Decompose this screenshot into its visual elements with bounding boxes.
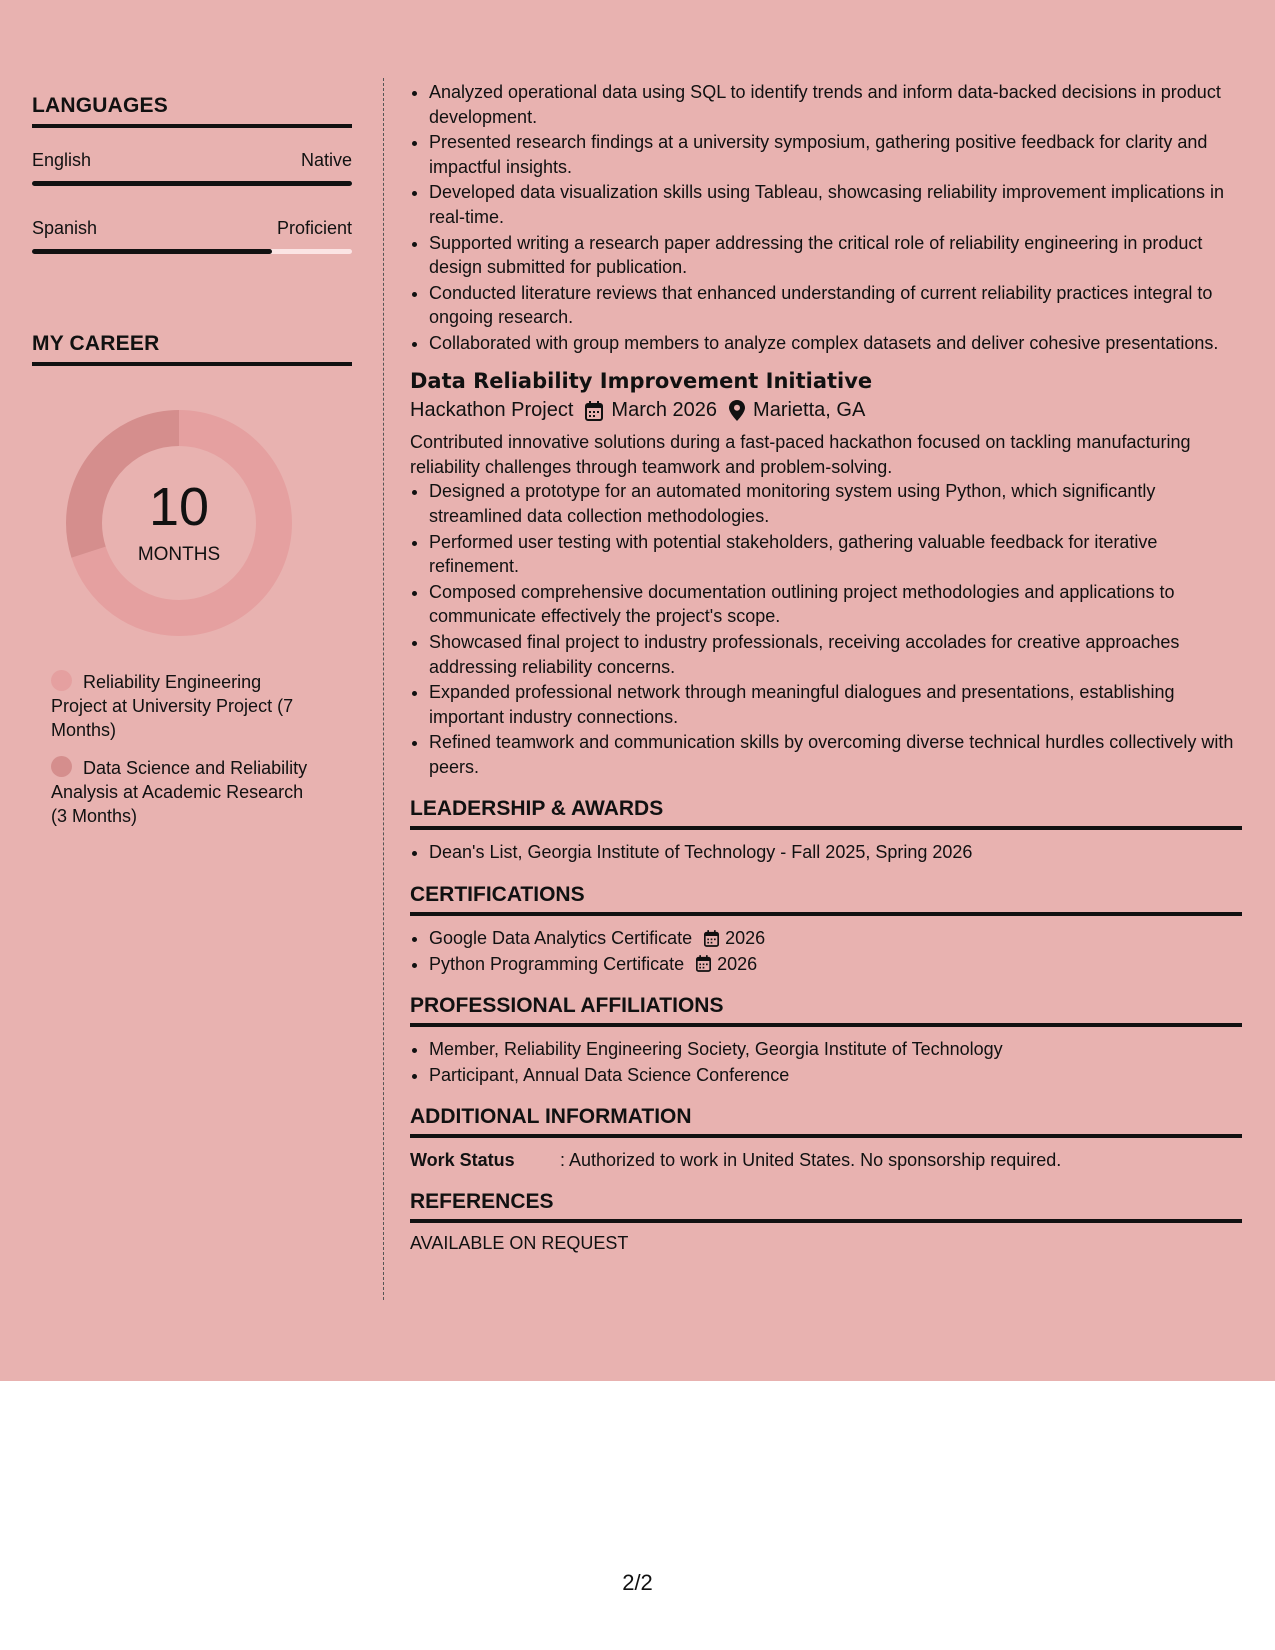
- project-type: Hackathon Project: [410, 399, 574, 422]
- language-bar-fill: [32, 249, 272, 254]
- affiliations-heading: PROFESSIONAL AFFILIATIONS: [410, 994, 1242, 1027]
- list-item: • Presented research findings at a university symposium, gathering positive feedback for clarity and impactful insights.: [429, 130, 1242, 179]
- additional-info-heading: ADDITIONAL INFORMATION: [410, 1105, 1242, 1138]
- certification-year: 2026: [725, 927, 766, 948]
- list-item: • Dean's List, Georgia Institute of Technology - Fall 2025, Spring 2026: [429, 840, 1242, 865]
- list-item: • Performed user testing with potential stakeholders, gathering valuable feedback for iterative refinement.: [429, 530, 1242, 579]
- legend-item: [51, 670, 321, 742]
- calendar-icon: [704, 930, 719, 947]
- certifications-heading: CERTIFICATIONS: [410, 883, 1242, 916]
- project-title: Data Reliability Improvement Initiative: [410, 369, 873, 394]
- work-status-value: : Authorized to work in United States. No sponsorship required.: [560, 1150, 1062, 1171]
- calendar-icon: [585, 401, 603, 421]
- affiliations-list: [410, 1037, 1242, 1087]
- work-status-row: [410, 1148, 1242, 1172]
- legend-label: Data Science and Reliability Analysis at Academic Research (3 Months): [51, 758, 308, 826]
- leadership-list: [410, 840, 1242, 865]
- page-number: 2/2: [622, 1570, 653, 1595]
- certification-year: 2026: [717, 953, 758, 974]
- references-heading: REFERENCES: [410, 1190, 1242, 1223]
- list-item: [429, 926, 1242, 951]
- list-item: • Collaborated with group members to analyze complex datasets and deliver cohesive presentations.: [429, 331, 1242, 356]
- project-date: March 2026: [611, 399, 718, 422]
- sidebar: [32, 94, 352, 842]
- language-spanish: [32, 218, 352, 254]
- career-total-unit: MONTHS: [137, 544, 221, 565]
- career-legend: [51, 670, 321, 828]
- language-english: [32, 150, 352, 186]
- project-description: Contributed innovative solutions during a fast-paced hackathon focused on tackling manufacturing reliability challenges through teamwork and problem-solving.: [410, 432, 1191, 477]
- list-item: • Refined teamwork and communication skills by overcoming diverse technical hurdles collectively with peers.: [429, 730, 1242, 779]
- language-level: Proficient: [276, 218, 352, 238]
- career-donut-chart: [66, 410, 292, 636]
- project-meta: [410, 399, 1242, 422]
- project-location: Marietta, GA: [753, 399, 866, 422]
- language-bar: [32, 249, 352, 254]
- list-item: • Member, Reliability Engineering Society, Georgia Institute of Technology: [429, 1037, 1242, 1062]
- list-item: • Designed a prototype for an automated monitoring system using Python, which significantly streamlined data collection methodologies.: [429, 479, 1242, 528]
- list-item: • Analyzed operational data using SQL to identify trends and inform data-backed decisions in product development.: [429, 80, 1242, 129]
- legend-dot: [51, 670, 72, 691]
- references-text: AVAILABLE ON REQUEST: [410, 1233, 629, 1254]
- experience-bullets: [410, 80, 1242, 355]
- language-bar: [32, 181, 352, 186]
- legend-label: Reliability Engineering Project at University Project (7 Months): [51, 672, 294, 740]
- languages-heading: LANGUAGES: [32, 94, 352, 128]
- list-item: • Expanded professional network through meaningful dialogues and presentations, establishing important industry connections.: [429, 680, 1242, 729]
- list-item: • Showcased final project to industry professionals, receiving accolades for creative approaches addressing reliability concerns.: [429, 630, 1242, 679]
- work-status-label: Work Status: [410, 1150, 515, 1171]
- column-divider: [383, 78, 384, 1300]
- legend-item: [51, 756, 321, 828]
- project-bullets: [410, 479, 1242, 779]
- certification-name: • Google Data Analytics Certificate: [429, 927, 693, 948]
- leadership-heading: LEADERSHIP & AWARDS: [410, 797, 1242, 830]
- language-level: Native: [300, 150, 352, 170]
- language-name: English: [32, 150, 92, 170]
- career-heading: MY CAREER: [32, 332, 352, 366]
- list-item: • Developed data visualization skills using Tableau, showcasing reliability improvement implications in real-time.: [429, 180, 1242, 229]
- list-item: • Conducted literature reviews that enhanced understanding of current reliability practices integral to ongoing research.: [429, 281, 1242, 330]
- language-name: Spanish: [32, 218, 98, 238]
- map-pin-icon: [729, 400, 745, 421]
- certifications-list: [410, 926, 1242, 976]
- legend-dot: [51, 756, 72, 777]
- career-total-number: 10: [148, 477, 210, 537]
- list-item: • Participant, Annual Data Science Conference: [429, 1063, 1242, 1088]
- calendar-icon: [696, 955, 711, 972]
- list-item: [429, 952, 1242, 977]
- list-item: • Supported writing a research paper addressing the critical role of reliability engineering in product design submitted for publication.: [429, 231, 1242, 280]
- list-item: • Composed comprehensive documentation outlining project methodologies and applications to communicate effectively the project's scope.: [429, 580, 1242, 629]
- main-content: [410, 80, 1242, 1254]
- certification-name: • Python Programming Certificate: [429, 953, 685, 974]
- language-bar-fill: [32, 181, 352, 186]
